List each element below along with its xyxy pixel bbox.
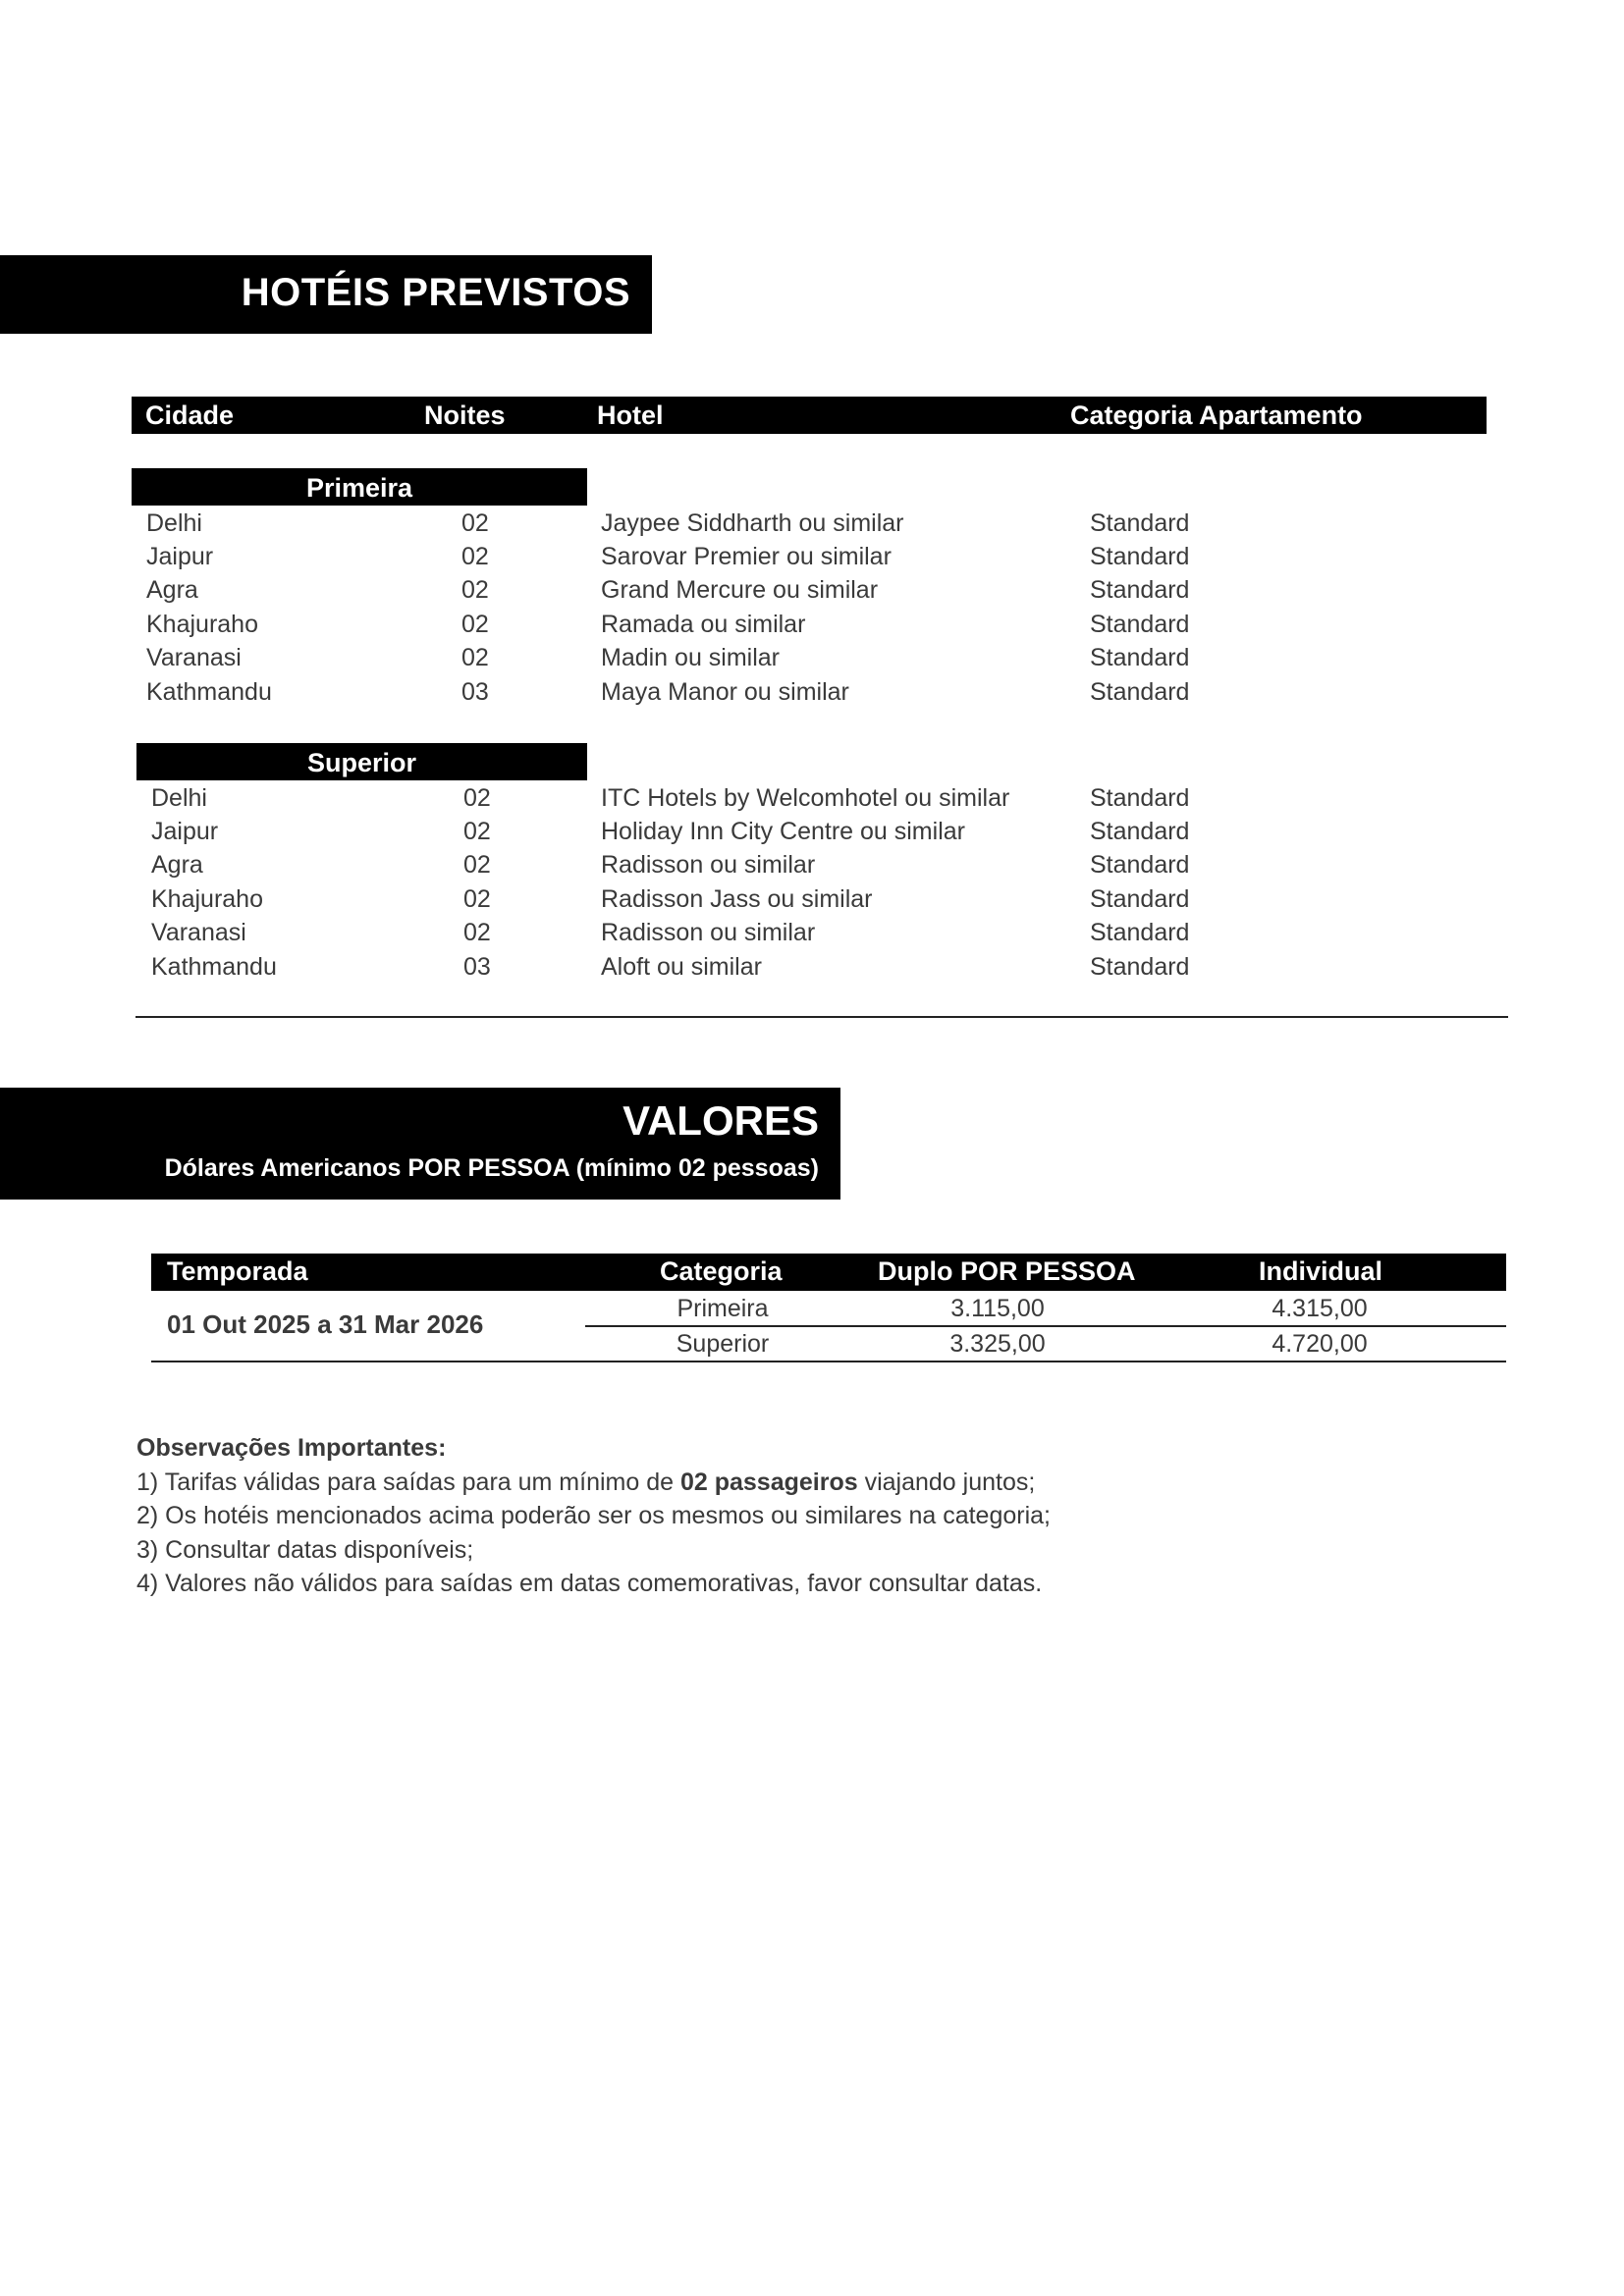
hotel-room-category: Standard (1090, 509, 1190, 537)
note-item (136, 1499, 1051, 1533)
hotels-section-title: HOTÉIS PREVISTOS (241, 271, 630, 314)
hotel-room-category: Standard (1090, 953, 1190, 981)
hotel-name: Radisson ou similar (601, 919, 816, 946)
hotel-room-category: Standard (1090, 885, 1190, 913)
hotel-room-category: Standard (1090, 784, 1190, 812)
hotel-row (0, 541, 1624, 574)
prices-table-bottom-rule (151, 1361, 1506, 1362)
column-header-single: Individual (1259, 1256, 1383, 1286)
hotel-group-header-primeira: Primeira (132, 468, 587, 506)
hotel-room-category: Standard (1090, 678, 1190, 706)
hotel-room-category: Standard (1090, 543, 1190, 570)
hotel-name: Jaypee Siddharth ou similar (601, 509, 904, 537)
hotel-nights: 02 (463, 851, 491, 879)
hotel-name: Maya Manor ou similar (601, 678, 849, 706)
note-text: 1) Tarifas válidas para saídas para um mínimo de (136, 1468, 680, 1496)
price-row-divider (585, 1325, 1506, 1327)
prices-section-title: VALORES (623, 1097, 819, 1144)
hotel-room-category: Standard (1090, 644, 1190, 671)
hotel-nights: 02 (463, 784, 491, 812)
hotel-room-category: Standard (1090, 919, 1190, 946)
hotel-city: Kathmandu (151, 953, 277, 981)
note-text: 2) Os hotéis mencionados acima poderão ser os mesmos ou similares na categoria; (136, 1502, 1051, 1529)
hotel-room-category: Standard (1090, 611, 1190, 638)
hotel-row (0, 883, 1624, 917)
hotel-row (0, 816, 1624, 849)
note-text: 4) Valores não válidos para saídas em datas comemorativas, favor consultar datas. (136, 1570, 1043, 1597)
hotel-name: Radisson ou similar (601, 851, 816, 879)
hotel-nights: 02 (461, 576, 489, 604)
hotel-room-category: Standard (1090, 576, 1190, 604)
hotel-row (0, 951, 1624, 985)
hotel-nights: 02 (461, 611, 489, 638)
hotel-row (0, 676, 1624, 710)
prices-table-header (151, 1254, 1506, 1291)
column-header-room-category: Categoria Apartamento (1070, 400, 1363, 430)
hotel-nights: 02 (461, 644, 489, 671)
notes-title: Observações Importantes: (136, 1434, 447, 1462)
column-header-double: Duplo POR PESSOA (878, 1256, 1136, 1286)
price-double: 3.115,00 (950, 1295, 1045, 1322)
hotel-city: Khajuraho (151, 885, 263, 913)
hotel-city: Jaipur (151, 818, 219, 845)
hotel-nights: 02 (461, 509, 489, 537)
season-period: 01 Out 2025 a 31 Mar 2026 (167, 1309, 484, 1339)
hotel-city: Jaipur (146, 543, 214, 570)
hotel-nights: 03 (463, 953, 491, 981)
hotels-section-banner (0, 255, 652, 334)
price-category: Primeira (677, 1295, 769, 1322)
hotel-nights: 02 (463, 919, 491, 946)
price-single: 4.315,00 (1272, 1295, 1368, 1322)
hotels-table-header (132, 397, 1487, 434)
note-item (136, 1567, 1051, 1601)
hotel-name: ITC Hotels by Welcomhotel ou similar (601, 784, 1010, 812)
hotel-city: Kathmandu (146, 678, 272, 706)
price-row (0, 1294, 1624, 1329)
hotel-nights: 02 (463, 885, 491, 913)
hotel-name: Radisson Jass ou similar (601, 885, 873, 913)
hotel-row (0, 917, 1624, 950)
column-header-nights: Noites (424, 400, 506, 430)
hotel-nights: 02 (463, 818, 491, 845)
note-text-tail: viajando juntos; (857, 1468, 1036, 1496)
hotel-row (0, 849, 1624, 882)
column-header-city: Cidade (145, 400, 235, 430)
hotel-row (0, 609, 1624, 642)
hotel-row (0, 507, 1624, 541)
hotel-group-header-superior: Superior (136, 743, 587, 780)
note-item (136, 1466, 1051, 1500)
hotel-row (0, 574, 1624, 608)
column-header-hotel: Hotel (597, 400, 664, 430)
hotel-name: Aloft ou similar (601, 953, 762, 981)
hotel-name: Madin ou similar (601, 644, 781, 671)
hotel-room-category: Standard (1090, 851, 1190, 879)
note-emphasis: 02 passageiros (679, 1468, 858, 1496)
column-header-category: Categoria (660, 1256, 783, 1286)
hotel-city: Agra (151, 851, 203, 879)
hotel-row (0, 782, 1624, 816)
hotels-table-bottom-rule (135, 1016, 1508, 1018)
hotel-city: Delhi (151, 784, 207, 812)
price-category: Superior (676, 1330, 770, 1358)
hotel-city: Agra (146, 576, 198, 604)
note-text: 3) Consultar datas disponíveis; (136, 1535, 474, 1564)
column-header-season: Temporada (167, 1256, 308, 1286)
hotel-city: Varanasi (151, 919, 246, 946)
price-double: 3.325,00 (949, 1330, 1046, 1358)
hotel-city: Varanasi (146, 644, 242, 671)
hotel-nights: 02 (461, 543, 489, 570)
hotel-name: Grand Mercure ou similar (601, 576, 879, 604)
hotel-room-category: Standard (1090, 818, 1190, 845)
note-item (136, 1533, 1051, 1568)
hotel-city: Khajuraho (146, 611, 258, 638)
hotel-name: Holiday Inn City Centre ou similar (601, 818, 965, 845)
price-single: 4.720,00 (1272, 1330, 1368, 1358)
prices-section-subtitle: Dólares Americanos POR PESSOA (mínimo 02 pessoas) (164, 1154, 819, 1182)
important-notes (136, 1431, 1051, 1601)
hotel-nights: 03 (461, 678, 489, 706)
hotel-name: Sarovar Premier ou similar (601, 543, 892, 570)
price-row (0, 1329, 1624, 1364)
hotel-name: Ramada ou similar (601, 611, 806, 638)
hotel-row (0, 642, 1624, 675)
hotel-city: Delhi (146, 509, 202, 537)
prices-section-banner (0, 1088, 840, 1200)
